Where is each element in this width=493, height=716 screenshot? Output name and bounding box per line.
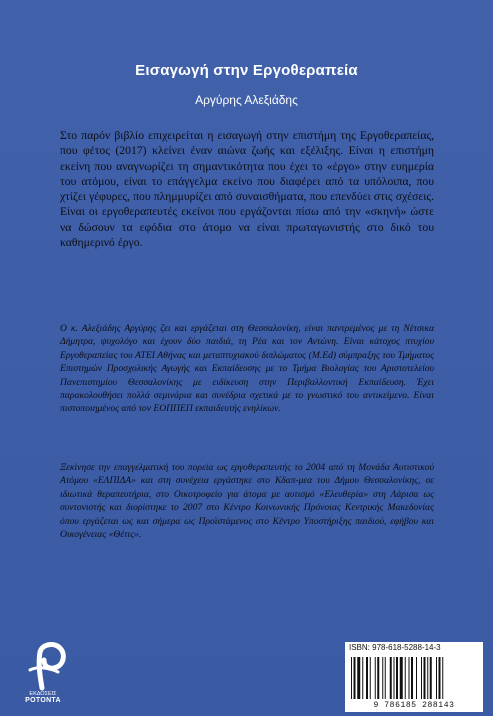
barcode-bar xyxy=(354,657,356,699)
barcode-bar xyxy=(385,657,386,699)
barcode-bar xyxy=(424,657,426,699)
author-bio-paragraph-1: Ο κ. Αλεξιάδης Αργύρης ζει και εργάζεται στη Θεσσαλονίκη, είναι παντρεμένος με τη Νέτσικα Δήμητρα, ψυχολόγο και έχουν δύο παιδιά, τη Ρέα και τον Αντώνη. Είναι κάτοχος πτυχίου Εργοθεραπείας του ΑΤΕΙ Αθήνας και μεταπτυχιακού διπλώματος (M.Ed) σύμπραξης του Τμήματος Επιστημών Προσχολικής Αγωγής και Εκπαίδευσης με το Τμήμα Βιολογίας του Αριστοτελείου Πανεπιστημίου Θεσσαλονίκης με ειδίκευση στην Περιβαλλοντική Εκπαίδευση. Έχει παρακολουθήσει πολλά σεμινάρια και συνέδρια σχετικά με το γνωστικό του αντικείμενο. Είναι πιστοποιημένος από τον ΕΟΠΠΕΠ εκπαιδευτής ενηλίκων. xyxy=(60,323,434,415)
publisher-line-1: ΕΚΔΟΣΕΙΣ xyxy=(29,691,57,697)
barcode-bar xyxy=(442,657,443,699)
barcode-bar xyxy=(436,657,437,699)
isbn-label: ISBN: 978-618-5288-14-3 xyxy=(345,642,483,654)
barcode-bar xyxy=(396,657,398,699)
publisher-logo-icon xyxy=(20,640,80,692)
publisher-line-2: ΡΟΤΟΝΤΑ xyxy=(25,696,61,704)
publisher-name xyxy=(20,691,66,704)
book-author: Αργύρης Αλεξιάδης xyxy=(195,93,298,107)
barcode-bar xyxy=(390,657,392,699)
barcode-bar xyxy=(366,657,368,699)
barcode-bar xyxy=(375,657,376,699)
barcode-bar xyxy=(351,657,352,699)
barcode-bar xyxy=(382,657,383,699)
book-title: Εισαγωγή στην Εργοθεραπεία xyxy=(135,62,358,79)
barcode-bar xyxy=(421,657,422,699)
barcode-bar xyxy=(405,657,406,699)
barcode-bar xyxy=(400,657,403,699)
barcode-bar xyxy=(409,657,410,699)
barcode-bar xyxy=(416,657,417,699)
barcode-bar xyxy=(439,657,441,699)
author-bio-paragraph-2: Ξεκίνησε την επαγγελματική του πορεία ως εργοθεραπευτής το 2004 από τη Μονάδα Αυτιστικού Ατόμου «ΕΛΠΙΔΑ» και στη συνέχεια εργάστηκε στο Κδαπ-μεα του Δήμου Θεσσαλονίκης, σε ιδιωτικά θεραπευτήρια, στο Οικοτροφείο για άτομα με αυτισμό «Ελευθερία» στη Λάρισα ως συντονιστής και διορίστηκε το 2007 στο Κέντρο Κοινωνικής Πρόνοιας Κεντρικής Μακεδονίας όπου εργάζεται ως και σήμερα ως Προϊστάμενος στο Κέντρο Υποστήριξης παιδιού, εφήβου και Οικογένειας «Θέτις». xyxy=(60,462,434,541)
barcode-bar xyxy=(370,657,371,699)
barcode-bar xyxy=(430,657,432,699)
barcode-bar xyxy=(377,657,379,699)
barcode-bar xyxy=(362,657,363,699)
barcode-bar xyxy=(394,657,395,699)
barcode-digits: 9 786185 288143 xyxy=(373,701,455,710)
barcode-bar xyxy=(411,657,413,699)
barcode-bar xyxy=(427,657,428,699)
barcode-bars xyxy=(351,657,477,699)
book-blurb: Στο παρόν βιβλίο επιχειρείται η εισαγωγή στην επιστήμη της Εργοθεραπείας, που φέτος (2017) κλείνει έναν αιώνα ζωής και εξέλιξης. Είναι η επιστήμη εκείνη που αναγνωρίζει τη σημαντικότητα που έχει το «έργο» στην ευημερία του ατόμου, είναι το επάγγελμα εκείνο που διαφέρει από τα υπόλοιπα, που χτίζει γέφυρες, που πλημμυρίζει από συναισθήματα, που επενδύει στις σχέσεις. Είναι οι εργοθεραπευτές εκείνοι που εργάζονται πίσω από την «σκηνή» ώστε να δώσουν τα εφόδια στο άτομο να είναι πρωταγωνιστής στο δικό του καθημερινό έργο. xyxy=(60,129,434,250)
barcode-bar xyxy=(357,657,360,699)
barcode xyxy=(345,654,483,712)
